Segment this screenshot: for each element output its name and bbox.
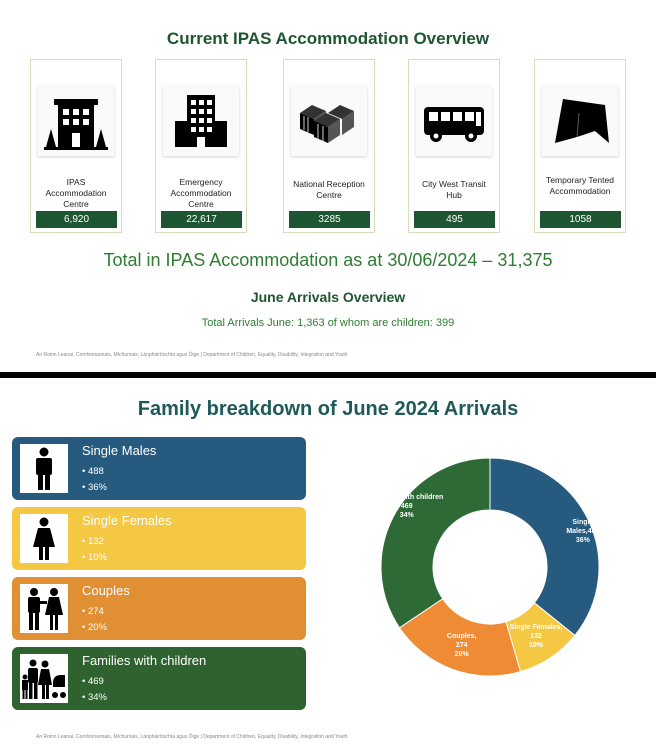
card-city-west-hub — [408, 59, 500, 233]
card-value: 495 — [414, 211, 495, 228]
category-count: • 469 — [82, 676, 104, 687]
label-single-males — [538, 518, 628, 545]
category-couples — [12, 577, 306, 640]
label-line: 132 — [530, 633, 542, 641]
label-line: 10% — [529, 642, 544, 650]
card-label-line: Accommodation — [170, 188, 232, 198]
category-name: Single Females — [82, 513, 172, 528]
category-percent: • 20% — [82, 622, 107, 633]
slice-single-males — [490, 458, 599, 635]
card-label — [284, 179, 374, 201]
percent-value: 10% — [87, 552, 107, 563]
card-label — [409, 179, 499, 201]
arrivals-summary: Total Arrivals June: 1,363 of whom are children: 399 — [201, 317, 455, 329]
footer-english: | Department of Children, Equality, Disability, Integration and Youth — [200, 352, 348, 358]
building-icon — [38, 86, 114, 156]
card-ipas-centre — [30, 59, 122, 233]
bus-icon — [416, 86, 492, 156]
couple-icon — [20, 584, 68, 633]
slide-title: Family breakdown of June 2024 Arrivals — [137, 398, 519, 420]
label-couples — [417, 632, 507, 659]
card-label — [535, 175, 625, 197]
category-percent: • 34% — [82, 692, 107, 703]
section-title: June Arrivals Overview — [250, 289, 406, 305]
label-line: Single — [572, 519, 594, 527]
card-label — [31, 177, 121, 210]
containers-icon — [291, 86, 367, 156]
footer-irish: An Roinn Leanaí, Comhionannais, Míchumais, Lánpháirtíochta agus Óige — [36, 352, 200, 358]
label-line: Single Females, — [509, 624, 563, 632]
footer-irish: An Roinn Leanaí, Comhionannais, Míchumais, Lánpháirtíochta agus Óige — [36, 734, 200, 740]
slide-title: Current IPAS Accommodation Overview — [166, 29, 490, 48]
label-line: 20% — [454, 651, 469, 659]
card-label-line: Temporary Tented — [546, 175, 614, 185]
card-label — [156, 177, 246, 210]
percent-value: 20% — [87, 622, 107, 633]
slide-accommodation-overview — [0, 0, 656, 372]
category-name: Couples — [82, 583, 130, 598]
card-value: 3285 — [289, 211, 370, 228]
label-line: Families with children — [370, 493, 444, 501]
tent-icon — [542, 86, 618, 156]
footer-english: | Department of Children, Equality, Disability, Integration and Youth — [200, 734, 348, 740]
category-name: Families with children — [82, 653, 207, 668]
card-national-reception — [283, 59, 375, 233]
label-line: 34% — [399, 511, 414, 519]
label-line: 469 — [400, 502, 413, 510]
label-families — [362, 493, 452, 520]
category-single-males — [12, 437, 306, 500]
card-label-line: National Reception — [293, 179, 365, 189]
card-label-line: Centre — [188, 199, 214, 209]
female-icon — [20, 514, 68, 563]
family-icon — [20, 654, 68, 703]
category-count: • 488 — [82, 466, 104, 477]
percent-value: 36% — [87, 482, 107, 493]
card-emergency-centre — [155, 59, 247, 233]
card-value: 6,920 — [36, 211, 117, 228]
label-line: 274 — [455, 642, 468, 650]
card-value: 22,617 — [161, 211, 242, 228]
card-label-line: Centre — [316, 190, 342, 200]
office-building-icon — [163, 86, 239, 156]
category-percent: • 36% — [82, 482, 107, 493]
footer-text — [36, 734, 348, 740]
card-value: 1058 — [540, 211, 621, 228]
label-line: Males,488 — [566, 528, 600, 536]
category-families — [12, 647, 306, 710]
footer-text — [36, 352, 348, 358]
category-count: • 132 — [82, 536, 104, 547]
category-count: • 274 — [82, 606, 104, 617]
male-icon — [20, 444, 68, 493]
slide-family-breakdown — [0, 378, 656, 748]
category-single-females — [12, 507, 306, 570]
card-label-line: IPAS — [66, 177, 86, 187]
card-label-line: Accommodation — [45, 188, 107, 198]
category-name: Single Males — [82, 443, 157, 458]
count-value: 132 — [87, 536, 104, 547]
card-label-line: City West Transit — [421, 179, 487, 189]
card-label-line: Centre — [63, 199, 89, 209]
count-value: 488 — [87, 466, 104, 477]
card-tented-accommodation — [534, 59, 626, 233]
card-label-line: Hub — [446, 190, 462, 200]
card-label-line: Emergency — [179, 177, 223, 187]
total-accommodation: Total in IPAS Accommodation as at 30/06/2024 – 31,375 — [103, 250, 553, 270]
category-percent: • 10% — [82, 552, 107, 563]
count-value: 274 — [87, 606, 104, 617]
label-line: 36% — [575, 537, 590, 545]
label-line: Couples, — [446, 633, 477, 641]
card-label-line: Accommodation — [549, 186, 611, 196]
percent-value: 34% — [87, 692, 107, 703]
donut-chart — [345, 422, 635, 712]
count-value: 469 — [87, 676, 104, 687]
slice-families — [381, 458, 490, 628]
